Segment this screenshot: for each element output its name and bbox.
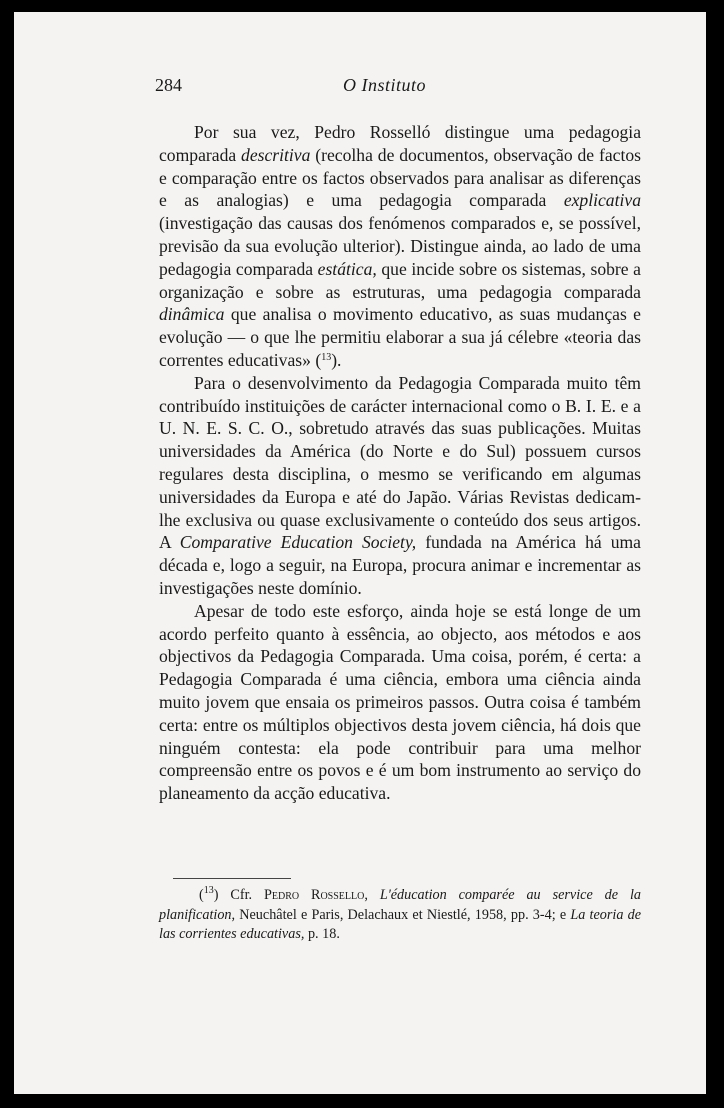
footnote bbox=[159, 886, 641, 945]
paragraph-2 bbox=[159, 372, 641, 600]
italic-term: descritiva bbox=[241, 144, 311, 165]
footnote-13: ($^{13}$) Cfr. Pedro Rossello, L'éducation comparée au service de la planification, Neuchâtel e Paris, Delachaux et Niestlé, 1958, pp. 3-4; e La teoria de las corrientes educativas, p. 18. bbox=[159, 885, 641, 942]
paragraph-text: ). bbox=[331, 349, 342, 370]
paragraph-text: (investigação das causas dos fenómenos comparados e, se possível, previsão da sua evolução ulterior). Distingue ainda, ao lado de uma pedagogia comparada bbox=[159, 213, 641, 279]
page-number: 284 bbox=[155, 75, 182, 95]
italic-term: estática, bbox=[317, 258, 377, 279]
footnote-reference[interactable]: 13 bbox=[321, 351, 332, 363]
paragraph-text: fundada na América há uma década e, logo a seguir, na Europa, procura animar e incrementar as investigações neste domínio. bbox=[159, 532, 641, 598]
paragraph-text: (recolha de documentos, observação de factos e comparação entre os factos observados para analisar as diferenças e as analogias) e uma pedagogia comparada bbox=[159, 144, 641, 211]
italic-term: explicativa bbox=[563, 190, 641, 211]
footnote-divider bbox=[173, 878, 291, 879]
italic-term: dinâmica bbox=[159, 304, 225, 325]
footnote-title: La teoria de las corrientes educativas, bbox=[159, 906, 641, 942]
paragraph-text: Para o desenvolvimento da Pedagogia Comparada muito têm contribuído instituições de carácter internacional como o B. I. E. e a U. N. E. S. C. O., sobretudo através das suas publicações. Muitas universidades da América (do Norte e do Sul) possuem cursos regulares desta disciplina, o mesmo se verificando em algumas universidades da Europa e até do Japão. Várias Revistas dedicam-lhe exclusiva ou quase exclusivamente o conteúdo dos seus artigos. A bbox=[159, 372, 641, 553]
footnote-text: p. 18. bbox=[304, 926, 340, 942]
paragraph-text: que incide sobre os sistemas, sobre a organização e sobre as estruturas, uma pedagogia comparada bbox=[159, 258, 641, 302]
footnote-marker: 13 bbox=[203, 885, 214, 896]
footnote-title: L'éducation comparée au service de la planification, bbox=[159, 887, 641, 923]
footnote-text: Cfr. bbox=[230, 887, 264, 903]
paragraph-3: Apesar de todo este esforço, ainda hoje se está longe de um acordo perfeito quanto à essência, ao objecto, aos métodos e aos objectivos da Pedagogia Comparada. Uma coisa, porém, é certa: a Pedagogia Comparada é uma ciência, embora uma ciência ainda muito jovem que ensaia os primeiros passos. Outra coisa é também certa: entre os múltiplos objectivos desta jovem ciência, há dois que ninguém contesta: ela pode contribuir para uma melhor compreensão entre os povos e é um bom instrumento ao serviço do planeamento da acção educativa. bbox=[159, 600, 641, 804]
footnote-text: Neuchâtel e Paris, Delachaux et Niestlé, 1958, pp. 3-4; e bbox=[235, 906, 571, 923]
page-header bbox=[155, 75, 555, 101]
paragraph-text: que analisa o movimento educativo, as suas mudanças e evolução — o que lhe permitiu elaborar a sua já célebre «teoria das correntes educativas» ( bbox=[159, 304, 641, 370]
paragraph-1 bbox=[159, 121, 641, 372]
book-page bbox=[14, 12, 706, 1094]
paragraph-text: Por sua vez, Pedro Rosselló distingue uma pedagogia comparada bbox=[159, 122, 641, 165]
body-text bbox=[159, 121, 641, 805]
italic-term: Comparative Education Society, bbox=[179, 532, 417, 553]
running-title: O Instituto bbox=[343, 75, 427, 95]
footnote-author: Pedro Rossello, bbox=[263, 887, 368, 903]
